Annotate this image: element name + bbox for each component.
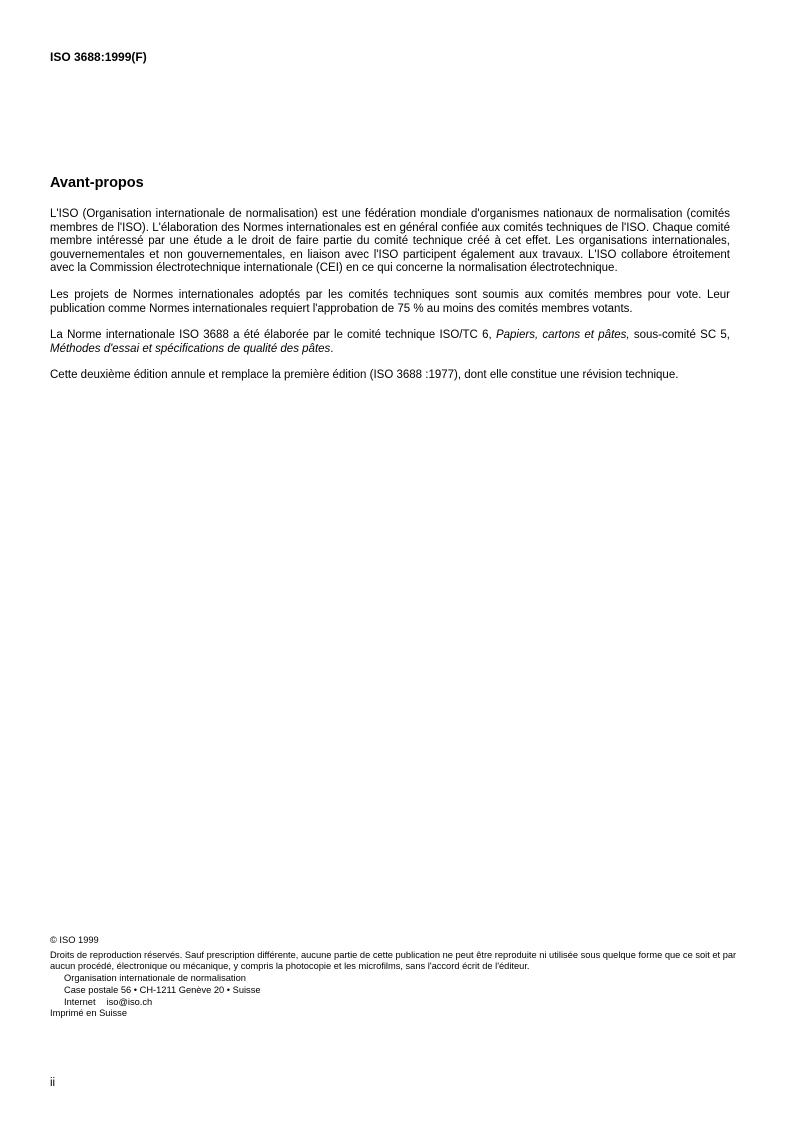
foreword-body bbox=[50, 208, 730, 396]
rights-notice: Droits de reproduction réservés. Sauf prescription différente, aucune partie de cette publication ne peut être reproduite ni utilisée sous quelque forme que ce soit et par aucun procédé, électronique ou mécanique, y compris la photocopie et les microfilms, sans l'accord écrit de l'éditeur. bbox=[50, 949, 737, 972]
paragraph-3 bbox=[50, 329, 730, 356]
document-id: ISO 3688:1999(F) bbox=[50, 50, 147, 64]
organisation-name: Organisation internationale de normalisation bbox=[64, 973, 246, 984]
postal-address: Case postale 56 • CH-1211 Genève 20 • Suisse bbox=[64, 984, 261, 995]
paragraph-3-start: La Norme internationale ISO 3688 a été élaborée par le comité technique ISO/TC 6, bbox=[50, 329, 492, 342]
page-number: ii bbox=[50, 1077, 56, 1089]
copyright-line: © ISO 1999 bbox=[50, 935, 99, 945]
paragraph-3-mid: sous-comité SC 5, bbox=[633, 329, 730, 342]
subcommittee-title: Méthodes d'essai et spécifications de qualité des pâtes bbox=[50, 342, 331, 355]
printed-in: Imprimé en Suisse bbox=[50, 1008, 127, 1019]
paragraph-4: Cette deuxième édition annule et remplace la première édition (ISO 3688 :1977), dont elle constitue une révision technique. bbox=[50, 369, 679, 382]
paragraph-3-end: . bbox=[330, 342, 334, 355]
committee-title: Papiers, cartons et pâtes, bbox=[495, 329, 630, 342]
copyright-block bbox=[50, 935, 740, 1020]
internet-line bbox=[50, 997, 740, 1009]
paragraph-1: L'ISO (Organisation internationale de normalisation) est une fédération mondiale d'organismes nationaux de normalisation (comités membres de l'ISO). L'élaboration des Normes internationales est en général confiée aux comités techniques de l'ISO. Chaque comité membre intéressé par une étude a le droit de faire partie du comité technique créé à cet effet. Les organisations internationales, gouvernementales et non gouvernementales, en liaison avec l'ISO participent également aux travaux. L'ISO collabore étroitement avec la Commission électrotechnique internationale (CEI) en ce qui concerne la normalisation électrotechnique. bbox=[50, 208, 730, 275]
section-title: Avant-propos bbox=[50, 175, 144, 191]
internet-label: Internet bbox=[64, 996, 96, 1007]
internet-address: iso@iso.ch bbox=[106, 996, 153, 1007]
paragraph-2: Les projets de Normes internationales adoptés par les comités techniques sont soumis aux comités membres pour vote. Leur publication comme Normes internationales requiert l'approbation de 75 % au moins des comités membres votants. bbox=[50, 288, 730, 315]
